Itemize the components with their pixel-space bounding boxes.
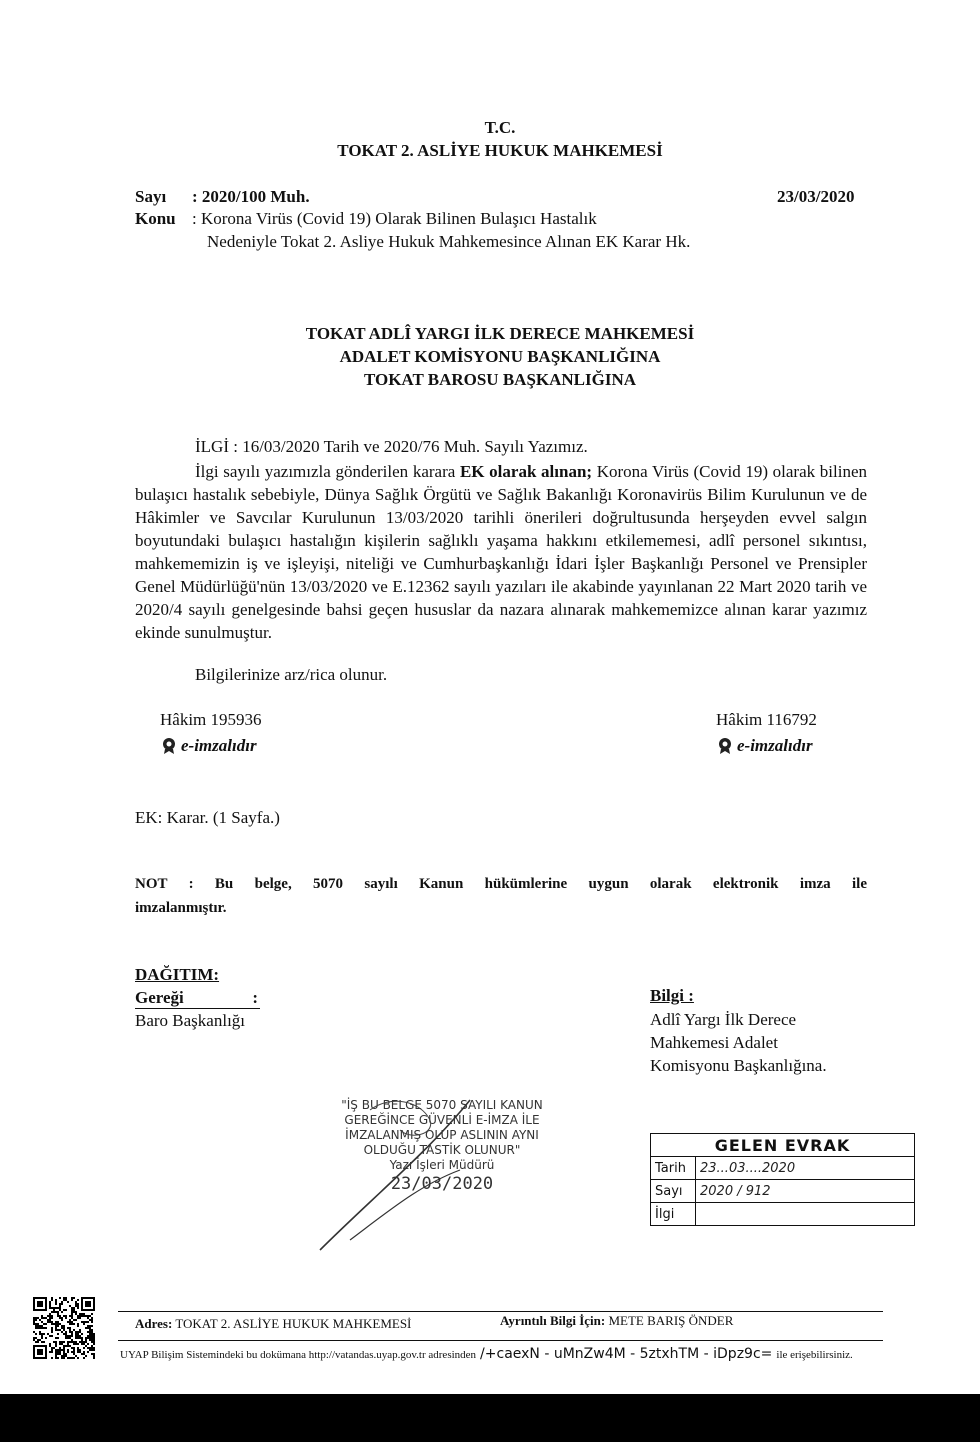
stamp-line-2: GEREĞİNCE GÜVENLİ E-İMZA İLE (344, 1113, 540, 1127)
right-esign-text: e-imzalıdır (737, 736, 813, 755)
uyap-suffix: ile erişebilirsiniz. (776, 1349, 853, 1361)
stamp-line-1: "İŞ BU BELGE 5070 SAYILI KANUN (341, 1098, 543, 1112)
incoming-document-stamp (650, 1133, 915, 1226)
closing-line: Bilgilerinize arz/rica olunur. (195, 665, 388, 684)
footer-contact-label: Ayrıntılı Bilgi İçin: (500, 1313, 606, 1328)
right-judge-title: Hâkim 116792 (716, 710, 817, 729)
gelen-tarih-label: Tarih (651, 1157, 696, 1180)
para-rest: Korona Virüs (Covid 19) olarak bilinen bulaşıcı hastalık sebebiyle, Dünya Sağlık Örgütü ve Sağlık Bakanlığı Koronavirüs Bilim Kurulunun ve de Hâkimler ve Savcılar Kurulunun 13/03/2020 tarihli önerileri doğrultusunda herşeyden evvel salgın boyutundaki bulaşıcı hastalığın kişilerin sağlıklı yaşama hakkını etkilememesi, adlî personel sıkıntısı, mahkememizin iş ve işleyişi, niteliği ve Cumhurbaşkanlığı İdari İşler Başkanlığı Personel ve Prensipler Genel Müdürlüğü'nün 13/03/2020 ve E.12362 sayılı yazıları ile akabinde yayınlanan 22 Mart 2020 tarih ve 2020/4 sayılı genelgesinde bahsi geçen hususlar da nazara alınarak mahkememizce alınan karar yazımız ekinde sunulmuştur. (135, 462, 868, 642)
geregi-row (135, 988, 260, 1009)
gelen-sayi-label: Sayı (651, 1180, 696, 1203)
footer-bottom-rule (118, 1340, 883, 1341)
gelen-evrak-title: GELEN EVRAK (651, 1134, 915, 1157)
sayi-value: : 2020/100 Muh. (192, 187, 310, 206)
konu-label: Konu (135, 209, 176, 228)
uyap-line (120, 1345, 853, 1363)
document-date: 23/03/2020 (777, 187, 855, 206)
sayi-label: Sayı (135, 187, 167, 206)
footer-contact-value: METE BARIŞ ÖNDER (608, 1313, 734, 1328)
stamp-line-4: OLDUĞU TASTİK OLUNUR" (363, 1143, 521, 1157)
left-esign-text: e-imzalıdır (181, 736, 257, 755)
stamp-date: 23/03/2020 (390, 1174, 494, 1194)
recipient-3: TOKAT BAROSU BAŞKANLIĞINA (363, 370, 637, 389)
gelen-sayi-value: 2020 / 912 (696, 1180, 915, 1203)
konu-line-2: Nedeniyle Tokat 2. Asliye Hukuk Mahkemesince Alınan EK Karar Hk. (207, 232, 691, 251)
note-line-1: NOT : Bu belge, 5070 sayılı Kanun hükümlerine uygun olarak elektronik imza ile (135, 876, 867, 892)
recipient-2: ADALET KOMİSYONU BAŞKANLIĞINA (339, 347, 661, 366)
handwritten-signature (310, 1090, 510, 1260)
recipient-1: TOKAT ADLÎ YARGI İLK DERECE MAHKEMESİ (305, 324, 695, 343)
geregi-item: Baro Başkanlığı (135, 1011, 246, 1030)
header-court: TOKAT 2. ASLİYE HUKUK MAHKEMESİ (337, 141, 663, 160)
left-judge-title: Hâkim 195936 (160, 710, 262, 729)
qr-code (33, 1297, 95, 1359)
ilgi-line: İLGİ : 16/03/2020 Tarih ve 2020/76 Muh. Sayılı Yazımız. (195, 437, 588, 456)
recipients-block (0, 322, 980, 391)
bilgi-label: Bilgi : (650, 986, 694, 1005)
stamp-line-5: Yazı İşleri Müdürü (389, 1158, 495, 1172)
para-bold: EK olarak alınan; (459, 462, 593, 481)
seal-icon (160, 736, 178, 754)
bilgi-item-3: Komisyonu Başkanlığına. (650, 1056, 827, 1075)
distribution-title: DAĞITIM: (135, 965, 220, 984)
left-esign (160, 736, 257, 756)
uyap-code: /+caexN - uMnZw4M - 5ztxhTM - iDpz9c= (480, 1346, 773, 1362)
geregi-label: Gereği (135, 988, 184, 1007)
seal-icon (716, 736, 734, 754)
bilgi-item-2: Mahkemesi Adalet (650, 1033, 778, 1052)
gelen-tarih-value: 23...03....2020 (696, 1157, 915, 1180)
footer-contact (500, 1313, 733, 1329)
para-start: İlgi sayılı yazımızla gönderilen karara (195, 462, 460, 481)
note-line-2: imzalanmıştır. (135, 900, 227, 916)
footer-top-rule (118, 1311, 883, 1312)
body-paragraph (135, 460, 867, 644)
footer-address-value: TOKAT 2. ASLİYE HUKUK MAHKEMESİ (175, 1316, 412, 1331)
scan-border (0, 1394, 980, 1442)
konu-line-1: : Korona Virüs (Covid 19) Olarak Bilinen Bulaşıcı Hastalık (192, 209, 597, 228)
uyap-prefix: UYAP Bilişim Sistemindeki bu dokümana http://vatandas.uyap.gov.tr adresinden (120, 1349, 477, 1361)
header-country: T.C. (484, 118, 516, 137)
gelen-ilgi-value (696, 1203, 915, 1226)
right-esign (716, 736, 813, 756)
footer-address-label: Adres: (135, 1316, 173, 1331)
gelen-ilgi-label: İlgi (651, 1203, 696, 1226)
stamp-line-3: İMZALANMIŞ OLUP ASLININ AYNI (345, 1128, 539, 1142)
footer-address (135, 1316, 411, 1332)
attachment-line: EK: Karar. (1 Sayfa.) (135, 808, 280, 827)
bilgi-item-1: Adlî Yargı İlk Derece (650, 1010, 797, 1029)
geregi-colon: : (252, 988, 258, 1007)
bilgi-list (650, 1008, 827, 1077)
